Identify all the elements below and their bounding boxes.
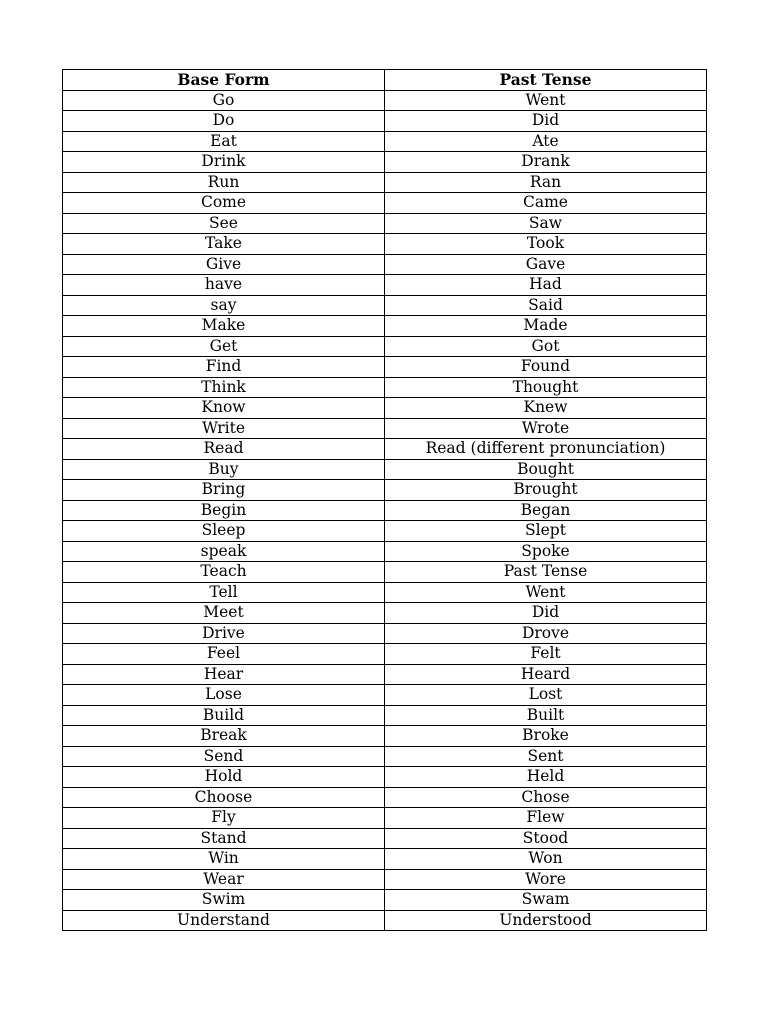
base-form-cell: Bring	[63, 480, 385, 501]
table-row	[63, 726, 707, 747]
base-form-cell: Drink	[63, 152, 385, 173]
table-row	[63, 500, 707, 521]
table-row	[63, 172, 707, 193]
past-tense-cell: Drank	[385, 152, 707, 173]
past-tense-cell: Came	[385, 193, 707, 214]
past-tense-cell: Bought	[385, 459, 707, 480]
table-row	[63, 521, 707, 542]
base-form-cell: Send	[63, 746, 385, 767]
past-tense-cell: Went	[385, 90, 707, 111]
table-row	[63, 336, 707, 357]
base-form-cell: Get	[63, 336, 385, 357]
base-form-cell: Go	[63, 90, 385, 111]
past-tense-cell: Stood	[385, 828, 707, 849]
past-tense-cell: Got	[385, 336, 707, 357]
past-tense-cell: Wrote	[385, 418, 707, 439]
table-row	[63, 275, 707, 296]
table-row	[63, 541, 707, 562]
base-form-cell: Give	[63, 254, 385, 275]
base-form-cell: Take	[63, 234, 385, 255]
verb-table-body	[63, 90, 707, 931]
base-form-cell: speak	[63, 541, 385, 562]
past-tense-cell: Had	[385, 275, 707, 296]
table-row	[63, 480, 707, 501]
table-row	[63, 849, 707, 870]
past-tense-cell: Found	[385, 357, 707, 378]
table-row	[63, 357, 707, 378]
table-row	[63, 767, 707, 788]
past-tense-cell: Said	[385, 295, 707, 316]
table-row	[63, 808, 707, 829]
base-form-cell: Understand	[63, 910, 385, 931]
past-tense-cell: Broke	[385, 726, 707, 747]
past-tense-cell: Felt	[385, 644, 707, 665]
table-row	[63, 90, 707, 111]
table-row	[63, 131, 707, 152]
table-row	[63, 787, 707, 808]
base-form-cell: Write	[63, 418, 385, 439]
table-row	[63, 111, 707, 132]
base-form-cell: Feel	[63, 644, 385, 665]
table-row	[63, 234, 707, 255]
base-form-cell: Find	[63, 357, 385, 378]
header-row	[63, 70, 707, 91]
table-row	[63, 562, 707, 583]
base-form-cell: Begin	[63, 500, 385, 521]
past-tense-cell: Understood	[385, 910, 707, 931]
base-form-cell: Know	[63, 398, 385, 419]
table-row	[63, 152, 707, 173]
table-row	[63, 603, 707, 624]
table-row	[63, 377, 707, 398]
table-row	[63, 623, 707, 644]
past-tense-cell: Drove	[385, 623, 707, 644]
base-form-cell: Eat	[63, 131, 385, 152]
past-tense-cell: Read (different pronunciation)	[385, 439, 707, 460]
past-tense-cell: Built	[385, 705, 707, 726]
table-row	[63, 746, 707, 767]
base-form-cell: Drive	[63, 623, 385, 644]
base-form-cell: Hold	[63, 767, 385, 788]
table-row	[63, 459, 707, 480]
base-form-cell: Hear	[63, 664, 385, 685]
past-tense-cell: Brought	[385, 480, 707, 501]
past-tense-cell: Past Tense	[385, 562, 707, 583]
past-tense-cell: Spoke	[385, 541, 707, 562]
base-form-cell: Run	[63, 172, 385, 193]
table-row	[63, 398, 707, 419]
past-tense-cell: Held	[385, 767, 707, 788]
base-form-cell: Meet	[63, 603, 385, 624]
past-tense-cell: Slept	[385, 521, 707, 542]
base-form-cell: Choose	[63, 787, 385, 808]
past-tense-cell: Ate	[385, 131, 707, 152]
base-form-cell: Read	[63, 439, 385, 460]
past-tense-cell: Won	[385, 849, 707, 870]
base-form-cell: Swim	[63, 890, 385, 911]
past-tense-cell: Did	[385, 603, 707, 624]
past-tense-cell: Thought	[385, 377, 707, 398]
base-form-cell: Wear	[63, 869, 385, 890]
table-row	[63, 316, 707, 337]
past-tense-cell: Gave	[385, 254, 707, 275]
verb-table	[62, 69, 707, 931]
table-row	[63, 685, 707, 706]
header-base-form: Base Form	[63, 70, 385, 91]
past-tense-cell: Made	[385, 316, 707, 337]
past-tense-cell: Saw	[385, 213, 707, 234]
table-row	[63, 869, 707, 890]
header-past-tense: Past Tense	[385, 70, 707, 91]
base-form-cell: Teach	[63, 562, 385, 583]
table-row	[63, 910, 707, 931]
table-row	[63, 254, 707, 275]
table-row	[63, 295, 707, 316]
base-form-cell: Build	[63, 705, 385, 726]
table-row	[63, 705, 707, 726]
past-tense-cell: Began	[385, 500, 707, 521]
table-row	[63, 439, 707, 460]
base-form-cell: Break	[63, 726, 385, 747]
base-form-cell: See	[63, 213, 385, 234]
table-row	[63, 828, 707, 849]
past-tense-cell: Wore	[385, 869, 707, 890]
base-form-cell: Come	[63, 193, 385, 214]
past-tense-cell: Took	[385, 234, 707, 255]
table-row	[63, 418, 707, 439]
base-form-cell: Make	[63, 316, 385, 337]
table-row	[63, 193, 707, 214]
table-row	[63, 213, 707, 234]
past-tense-cell: Heard	[385, 664, 707, 685]
base-form-cell: Win	[63, 849, 385, 870]
past-tense-cell: Flew	[385, 808, 707, 829]
past-tense-cell: Went	[385, 582, 707, 603]
past-tense-cell: Sent	[385, 746, 707, 767]
base-form-cell: Tell	[63, 582, 385, 603]
past-tense-cell: Knew	[385, 398, 707, 419]
base-form-cell: Lose	[63, 685, 385, 706]
table-row	[63, 890, 707, 911]
table-row	[63, 582, 707, 603]
past-tense-cell: Ran	[385, 172, 707, 193]
base-form-cell: Do	[63, 111, 385, 132]
base-form-cell: Think	[63, 377, 385, 398]
base-form-cell: have	[63, 275, 385, 296]
base-form-cell: Sleep	[63, 521, 385, 542]
base-form-cell: Stand	[63, 828, 385, 849]
past-tense-cell: Chose	[385, 787, 707, 808]
past-tense-cell: Did	[385, 111, 707, 132]
base-form-cell: say	[63, 295, 385, 316]
base-form-cell: Fly	[63, 808, 385, 829]
base-form-cell: Buy	[63, 459, 385, 480]
past-tense-cell: Lost	[385, 685, 707, 706]
past-tense-cell: Swam	[385, 890, 707, 911]
table-row	[63, 664, 707, 685]
table-row	[63, 644, 707, 665]
